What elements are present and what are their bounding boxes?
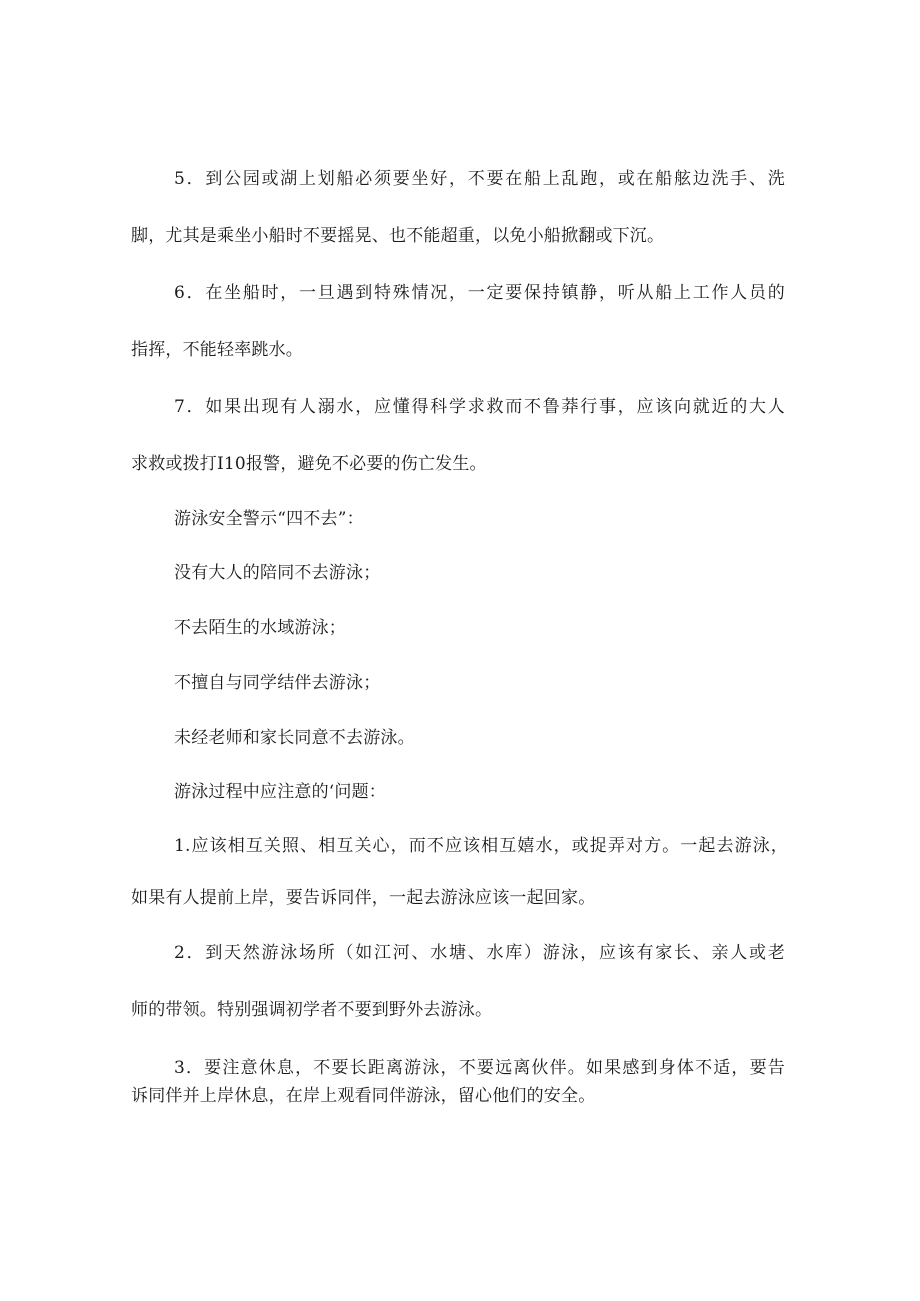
rule-item-1: 没有大人的陪同不去游泳； (174, 563, 381, 583)
heading-attention: 游泳过程中应注意的‘问题： (174, 782, 387, 802)
question-3-line-2: 诉同伴并上岸休息，在岸上观看同伴游泳，留心他们的安全。 (131, 1086, 596, 1106)
paragraph-5-line-2: 脚，尤其是乘坐小船时不要摇晃、也不能超重，以免小船掀翻或下沉。 (131, 226, 665, 246)
question-2-line-1: 2．到天然游泳场所（如江河、水塘、水库）游泳，应该有家长、亲人或老 (174, 943, 785, 963)
question-1-line-1: 1.应该相互关照、相互关心，而不应该相互嬉水，或捉弄对方。一起去游泳， (174, 836, 788, 856)
paragraph-5-line-1: 5．到公园或湖上划船必须要坐好，不要在船上乱跑，或在船舷边洗手、洗 (174, 169, 785, 189)
paragraph-6-line-2: 指挥，不能轻率跳水。 (131, 340, 303, 360)
paragraph-7-line-1: 7．如果出现有人溺水，应懂得科学求救而不鲁莽行事，应该向就近的大人 (174, 397, 785, 417)
question-2-line-2: 师的带领。特别强调初学者不要到野外去游泳。 (131, 1000, 493, 1020)
rule-item-2: 不去陌生的水域游泳； (174, 618, 346, 638)
paragraph-6-line-1: 6．在坐船时，一旦遇到特殊情况，一定要保持镇静，听从船上工作人员的 (174, 283, 785, 303)
question-3-line-1: 3．要注意休息，不要长距离游泳，不要远离伙伴。如果感到身体不适，要告 (174, 1058, 785, 1078)
heading-four-nots: 游泳安全警示“四不去”： (174, 509, 364, 529)
paragraph-7-line-2: 求救或拨打I10报警，避免不必要的伤亡发生。 (131, 454, 487, 474)
rule-item-3: 不擅自与同学结伴去游泳； (174, 673, 381, 693)
rule-item-4: 未经老师和家长同意不去游泳。 (174, 728, 415, 748)
question-1-line-2: 如果有人提前上岸，要告诉同伴，一起去游泳应该一起回家。 (131, 888, 596, 908)
